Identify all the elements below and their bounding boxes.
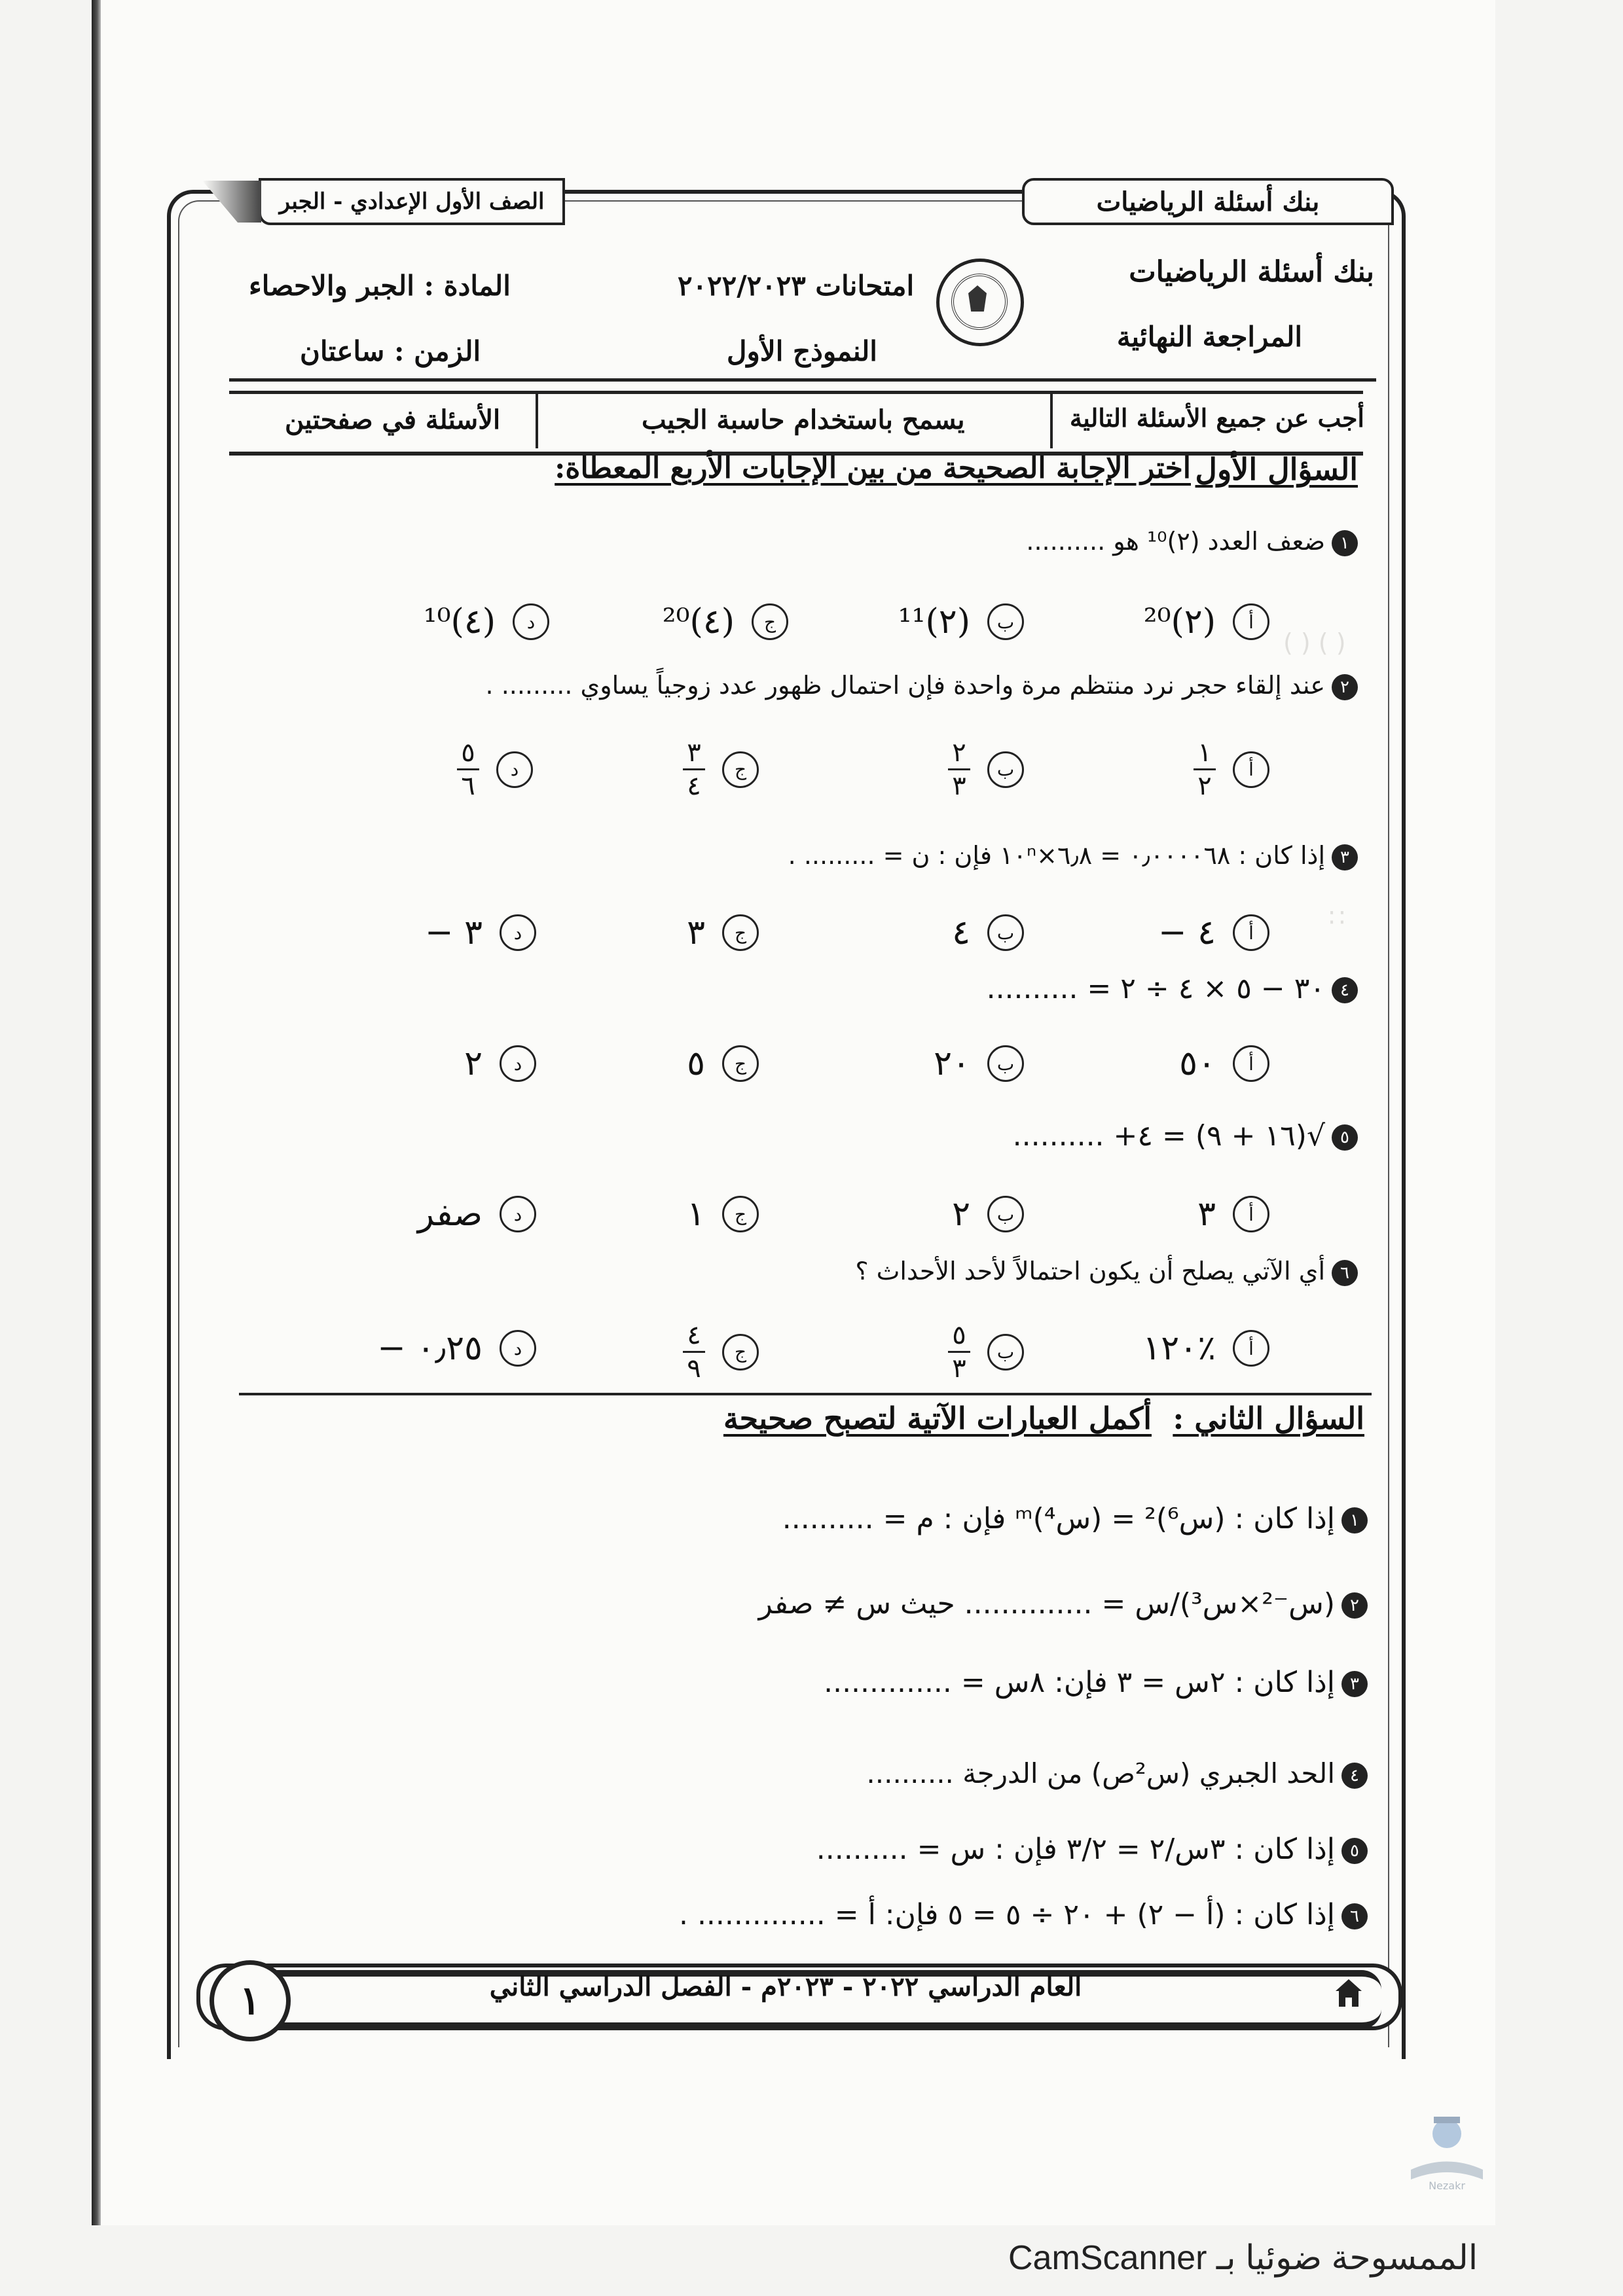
q1-4-option-d[interactable]: د ٢ [464, 1044, 536, 1083]
q1-2-option-a[interactable]: أ $\frac{١}{٢}$ [1194, 740, 1269, 799]
q1-4-option-b[interactable]: ب ٢٠ [934, 1044, 1024, 1083]
q1-item-3: ٣إذا كان : ٠٫٠٠٠٠٦٨ = ٦٫٨×١٠ⁿ فإن : ن = ......... . [788, 841, 1358, 870]
calculator-note: يسمح باستخدام حاسبة الجيب [642, 404, 965, 435]
model-title: النموذج الأول [727, 335, 877, 367]
exams-year: امتحانات ٢٠٢٢/٢٠٢٣ [678, 270, 915, 302]
q1-3-option-a[interactable]: أ ٤ − [1158, 913, 1269, 952]
bank-title: بنك أسئلة الرياضيات [1129, 255, 1374, 289]
ministry-seal-logo [936, 259, 1024, 346]
q2-item-6: ٦إذا كان : (أ − ٢) + ٢٠ ÷ ٥ = ٥ فإن: أ = .............. . [679, 1898, 1368, 1931]
camscanner-caption: الممسوحة ضوئيا بـ CamScanner [1008, 2239, 1478, 2277]
watermark-text: Nezakr [1429, 2179, 1465, 2192]
q2-item-1: ١إذا كان : (س⁶)² = (س⁴)ᵐ فإن : م = .......... [782, 1502, 1368, 1535]
bleed-through: ( ) ( ) [1283, 628, 1346, 657]
q1-4-option-a[interactable]: أ ٥٠ [1179, 1044, 1269, 1083]
q1-6-option-c[interactable]: ج $\frac{٤}{٩}$ [683, 1322, 759, 1382]
q1-5-option-d[interactable]: د صفر [418, 1194, 536, 1234]
q2-instruction: أكمل العبارات الآتية لتصبح صحيحة [723, 1401, 1152, 1436]
q1-5-option-a[interactable]: أ ٣ [1197, 1194, 1269, 1234]
q1-4-option-c[interactable]: ج ٥ [687, 1044, 759, 1083]
q1-1-option-c[interactable]: ج (٤)²⁰ [663, 602, 788, 641]
subject-label: المادة : الجبر والاحصاء [249, 270, 511, 302]
time-label: الزمن : ساعتان [300, 335, 481, 367]
q2-item-4: ٤الحد الجبري (س²ص) من الدرجة .......... [866, 1757, 1368, 1789]
page-number: ١ [210, 1960, 291, 2041]
q2-item-5: ٥إذا كان : ٣س/٢ = ٣/٢ فإن : س = .......... [816, 1833, 1368, 1866]
info-separator [1050, 391, 1053, 448]
q1-5-option-c[interactable]: ج ١ [687, 1194, 759, 1234]
q1-item-6: ٦أي الآتي يصلح أن يكون احتمالاً لأحد الأحداث ؟ [855, 1257, 1358, 1286]
q1-3-option-d[interactable]: د ٣ − [425, 913, 536, 952]
q1-item-1: ١ضعف العدد (٢)¹⁰ هو .......... [1026, 527, 1358, 556]
q1-item-2: ٢عند إلقاء حجر نرد منتظم مرة واحدة فإن احتمال ظهور عدد زوجياً يساوي ......... . [486, 671, 1358, 700]
home-icon [1333, 1977, 1364, 2009]
q1-2-option-b[interactable]: ب $\frac{٢}{٣}$ [948, 740, 1024, 799]
academic-year-text: العام الدراسي ٢٠٢٢ - ٢٠٢٣م - الفصل الدراسي الثاني [489, 1971, 1082, 2002]
q2-title: السؤال الثاني : [1173, 1401, 1364, 1436]
q1-5-option-b[interactable]: ب ٢ [952, 1194, 1024, 1234]
q1-3-option-c[interactable]: ج ٣ [687, 913, 759, 952]
q2-item-3: ٣إذا كان : ٢س = ٣ فإن: ٨س = .............. [824, 1666, 1368, 1699]
review-title: المراجعة النهائية [1116, 321, 1302, 353]
q1-item-5: ٥√(١٦ + ٩) = ٤+ .......... [1013, 1119, 1358, 1153]
page-edge-shadow [92, 0, 101, 2225]
q1-1-option-a[interactable]: أ (٢)²⁰ [1144, 602, 1269, 641]
q1-instruction: اختر الإجابة الصحيحة من بين الإجابات الأربع المعطاة: [555, 452, 1191, 485]
info-separator [536, 391, 538, 448]
q1-1-option-d[interactable]: د (٤)¹⁰ [424, 602, 549, 641]
q1-item-4: ٤٣٠ − ٥ × ٤ ÷ ٢ = .......... [987, 972, 1358, 1005]
q1-6-option-d[interactable]: د ٠٫٢٥ − [377, 1329, 536, 1368]
q1-3-option-b[interactable]: ب ٤ [952, 913, 1024, 952]
pages-note: الأسئلة في صفحتين [285, 404, 501, 435]
grade-tab: الصف الأول الإعدادي - الجبر [259, 178, 565, 225]
q1-2-option-c[interactable]: ج $\frac{٣}{٤}$ [683, 740, 759, 799]
q1-title: السؤال الأول [1195, 452, 1358, 487]
bank-tab: بنك أسئلة الرياضيات [1022, 178, 1394, 225]
watermark-logo [1398, 2108, 1496, 2193]
q2-item-2: ٢(س⁻²×س³)/س = .............. حيث س ≠ صفر [759, 1587, 1368, 1621]
bleed-through: ∷ [1329, 903, 1345, 932]
q1-1-option-b[interactable]: ب (٢)¹¹ [898, 602, 1024, 641]
answer-all-label: أجب عن جميع الأسئلة التالية [1069, 403, 1364, 433]
q1-6-option-b[interactable]: ب $\frac{٥}{٣}$ [948, 1322, 1024, 1382]
q1-6-option-a[interactable]: أ ٪١٢٠ [1142, 1329, 1269, 1368]
header-rule [229, 378, 1376, 382]
q1-2-option-d[interactable]: د $\frac{٥}{٦}$ [457, 740, 533, 799]
section-divider [239, 1393, 1372, 1395]
